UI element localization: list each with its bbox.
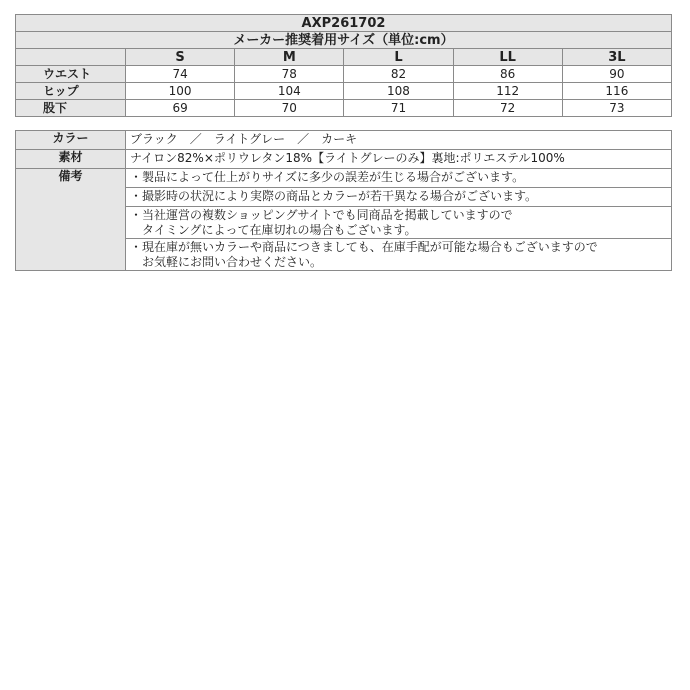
- size-header: L: [344, 49, 453, 66]
- table-cell: 74: [126, 66, 235, 83]
- table-cell: 71: [344, 100, 453, 117]
- material-value: ナイロン82%×ポリウレタン18%【ライトグレーのみ】裏地:ポリエステル100%: [126, 150, 672, 169]
- size-header-row: [16, 49, 672, 66]
- info-table: [15, 130, 672, 271]
- table-cell: 90: [562, 66, 671, 83]
- color-label: カラー: [16, 131, 126, 150]
- table-cell: 108: [344, 83, 453, 100]
- table-cell: 73: [562, 100, 671, 117]
- note-item: ・現在庫が無いカラーや商品につきましても、在庫手配が可能な場合もございますので お気軽にお問い合わせください。: [126, 239, 672, 271]
- size-header: LL: [453, 49, 562, 66]
- table-cell: 112: [453, 83, 562, 100]
- material-label: 素材: [16, 150, 126, 169]
- table-cell: 69: [126, 100, 235, 117]
- waist-row: [16, 66, 672, 83]
- color-row: [16, 131, 672, 150]
- hip-row: [16, 83, 672, 100]
- size-header-corner: [16, 49, 126, 66]
- table-cell: 100: [126, 83, 235, 100]
- size-header: M: [235, 49, 344, 66]
- inseam-row: [16, 100, 672, 117]
- note-item: ・撮影時の状況により実際の商品とカラーが若干異なる場合がございます。: [126, 188, 672, 207]
- size-header: 3L: [562, 49, 671, 66]
- note-item: ・製品によって仕上がりサイズに多少の誤差が生じる場合がございます。: [126, 169, 672, 188]
- color-value: ブラック ／ ライトグレー ／ カーキ: [126, 131, 672, 150]
- table-cell: 70: [235, 100, 344, 117]
- size-table: [15, 14, 672, 117]
- size-table-subtitle: メーカー推奨着用サイズ（単位:cm）: [16, 32, 672, 49]
- row-label-inseam: 股下: [16, 100, 126, 117]
- note-item: ・当社運営の複数ショッピングサイトでも同商品を掲載していますので タイミングによって在庫切れの場合もございます。: [126, 207, 672, 239]
- table-cell: 82: [344, 66, 453, 83]
- table-cell: 78: [235, 66, 344, 83]
- table-cell: 72: [453, 100, 562, 117]
- size-header: S: [126, 49, 235, 66]
- table-cell: 86: [453, 66, 562, 83]
- notes-row: [16, 169, 672, 188]
- table-cell: 116: [562, 83, 671, 100]
- row-label-waist: ウエスト: [16, 66, 126, 83]
- row-label-hip: ヒップ: [16, 83, 126, 100]
- material-row: [16, 150, 672, 169]
- model-number: AXP261702: [16, 15, 672, 32]
- table-cell: 104: [235, 83, 344, 100]
- notes-label: 備考: [16, 169, 126, 271]
